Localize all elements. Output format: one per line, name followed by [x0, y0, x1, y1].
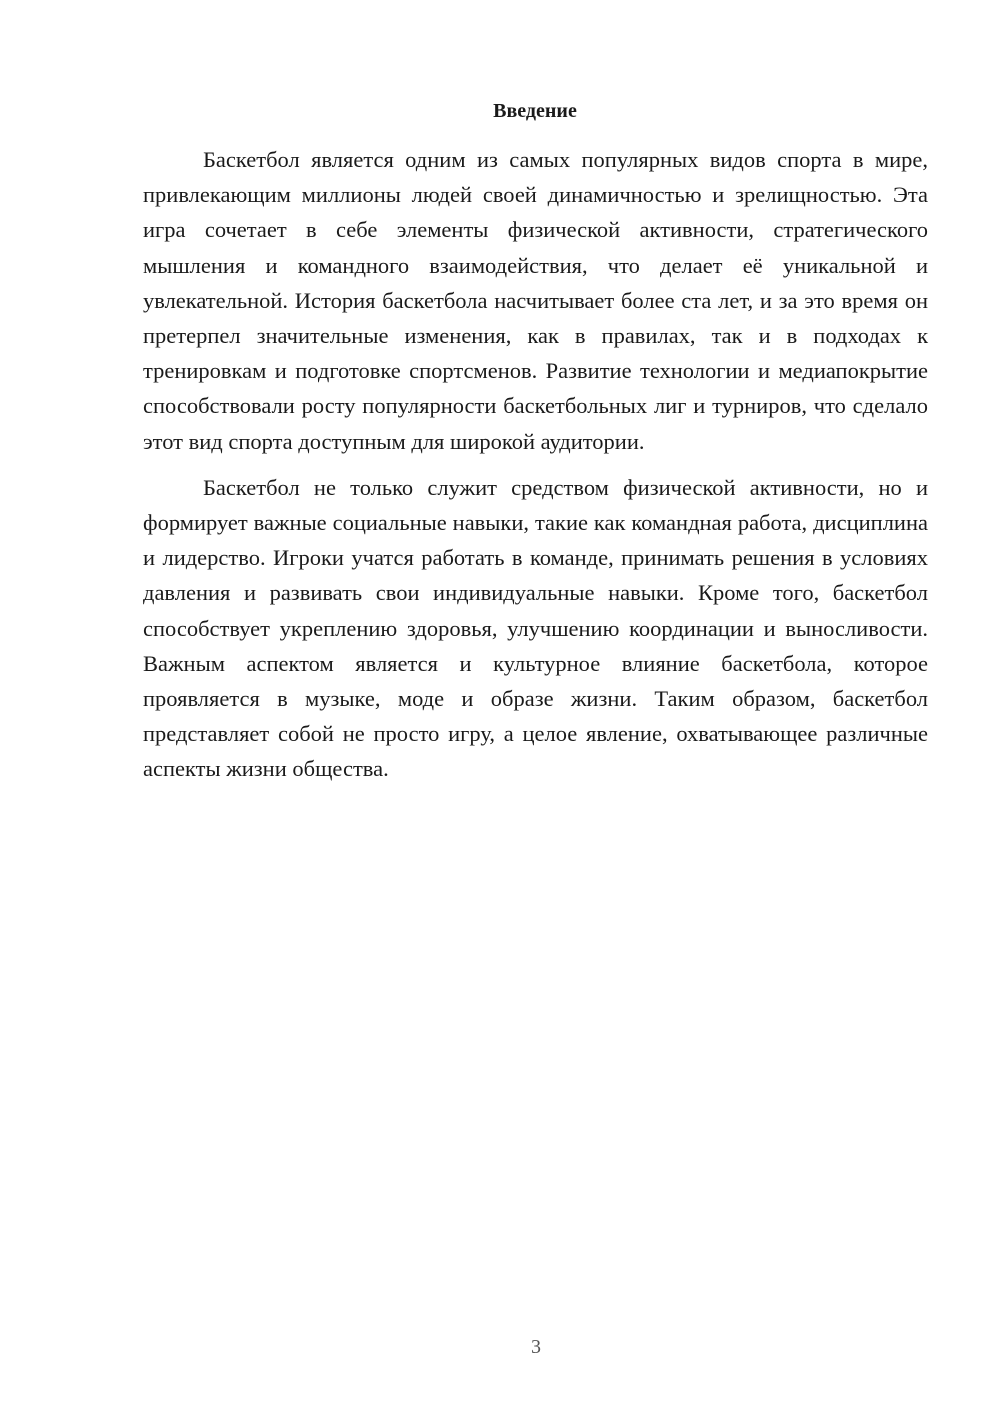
- body-text: [143, 142, 928, 787]
- paragraph-2: Баскетбол не только служит средством физической активности, но и формирует важные социальные навыки, такие как командная работа, дисциплина и лидерство. Игроки учатся работать в команде, принимать решения в условиях давления и развивать свои индивидуальные навыки. Кроме того, баскетбол способствует укреплению здоровья, улучшению координации и выносливости. Важным аспектом является и культурное влияние баскетбола, которое проявляется в музыке, моде и образе жизни. Таким образом, баскетбол представляет собой не просто игру, а целое явление, охватывающее различные аспекты жизни общества.: [143, 474, 928, 782]
- paragraph-1: Баскетбол является одним из самых популярных видов спорта в мире, привлекающим миллионы людей своей динамичностью и зрелищностью. Эта игра сочетает в себе элементы физической активности, стратегического мышления и командного взаимодействия, что делает её уникальной и увлекательной. История баскетбола насчитывает более ста лет, и за это время он претерпел значительные изменения, как в правилах, так и в подходах к тренировкам и подготовке спортсменов. Развитие технологии и медиапокрытие способствовали росту популярности баскетбольных лиг и турниров, что сделало этот вид спорта доступным для широкой аудитории.: [143, 147, 928, 454]
- page-number: 3: [531, 1336, 541, 1358]
- section-heading: Введение: [493, 100, 577, 122]
